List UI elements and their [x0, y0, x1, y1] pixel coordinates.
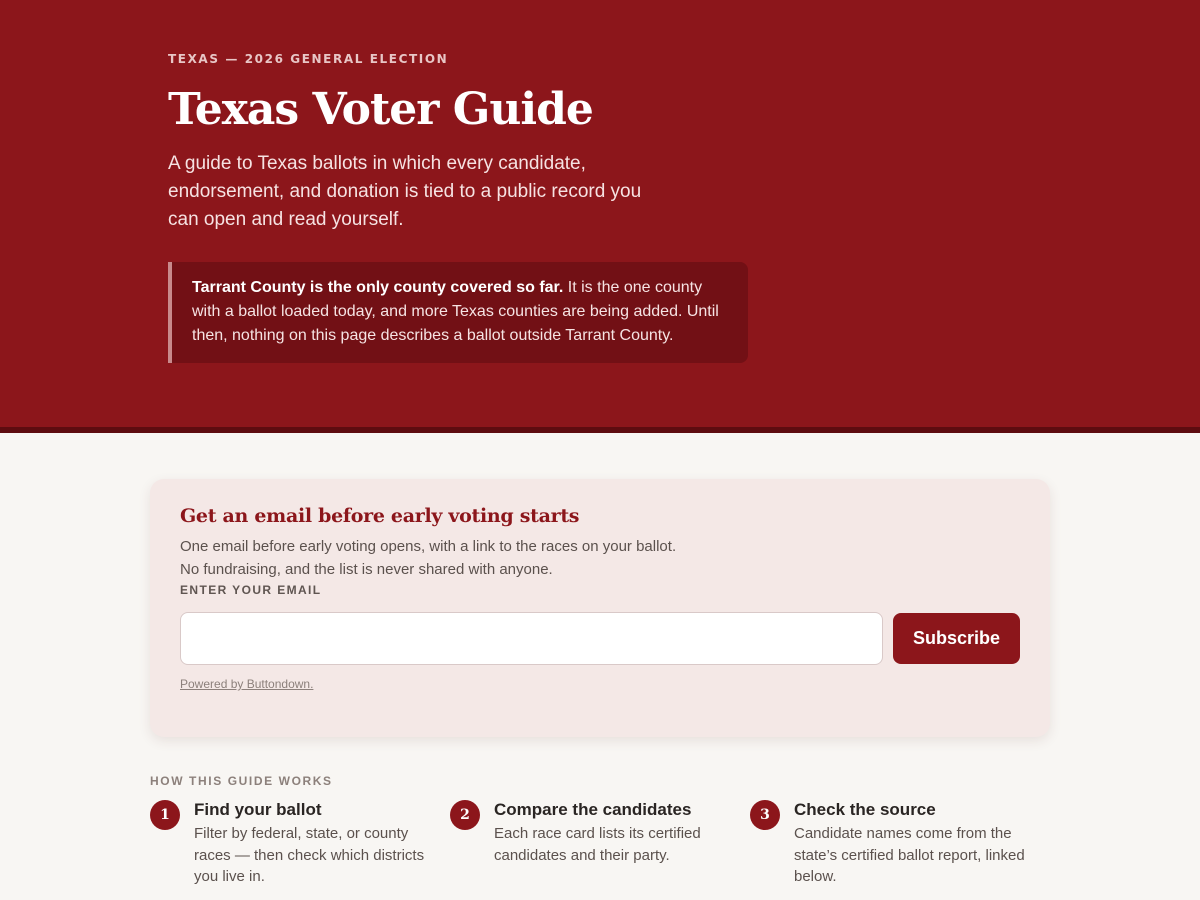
step-number-badge: 2	[450, 800, 480, 830]
signup-description	[180, 535, 1020, 581]
step-body	[794, 800, 1034, 888]
step-body	[194, 800, 434, 888]
signup-form-row	[180, 612, 1020, 665]
how-section-label: HOW THIS GUIDE WORKS	[150, 774, 333, 788]
step-check-source	[750, 800, 1050, 888]
step-title: Find your ballot	[194, 800, 322, 819]
coverage-notice-emphasis: Tarrant County is the only county covered so far.	[192, 279, 564, 296]
email-field-label: ENTER YOUR EMAIL	[180, 583, 322, 597]
email-field[interactable]	[180, 612, 883, 665]
signup-description-line-1: One email before early voting opens, with a link to the races on your ballot.	[180, 538, 677, 555]
steps-list	[150, 800, 1050, 888]
page-title: Texas Voter Guide	[168, 84, 593, 135]
step-description: Filter by federal, state, or county races — then check which districts you live in.	[194, 825, 425, 885]
how-this-guide-works	[150, 774, 1050, 888]
step-body	[494, 800, 734, 888]
step-title: Check the source	[794, 800, 936, 819]
signup-description-line-2: No fundraising, and the list is never shared with anyone.	[180, 561, 553, 578]
step-number-badge: 3	[750, 800, 780, 830]
coverage-notice	[168, 262, 748, 363]
subscribe-button[interactable]: Subscribe	[893, 613, 1020, 664]
hero-banner	[0, 0, 1200, 433]
coverage-notice-text: It is the one county with a ballot loaded today, and more Texas counties are being added. Until then, nothing on this page describes a ballot outside Tarrant County.	[192, 279, 719, 344]
step-compare-candidates	[450, 800, 750, 888]
email-signup-card	[150, 479, 1050, 737]
step-number-badge: 1	[150, 800, 180, 830]
powered-by-buttondown-link[interactable]: Powered by Buttondown.	[180, 677, 314, 691]
step-description: Each race card lists its certified candidates and their party.	[494, 825, 701, 864]
step-title: Compare the candidates	[494, 800, 692, 819]
hero-lede: A guide to Texas ballots in which every candidate, endorsement, and donation is tied to a public record you can open and read yourself.	[168, 153, 642, 230]
step-description: Candidate names come from the state’s certified ballot report, linked below.	[794, 825, 1025, 885]
election-eyebrow: TEXAS — 2026 GENERAL ELECTION	[168, 52, 449, 66]
signup-title: Get an email before early voting starts	[180, 505, 580, 527]
step-find-ballot	[150, 800, 450, 888]
